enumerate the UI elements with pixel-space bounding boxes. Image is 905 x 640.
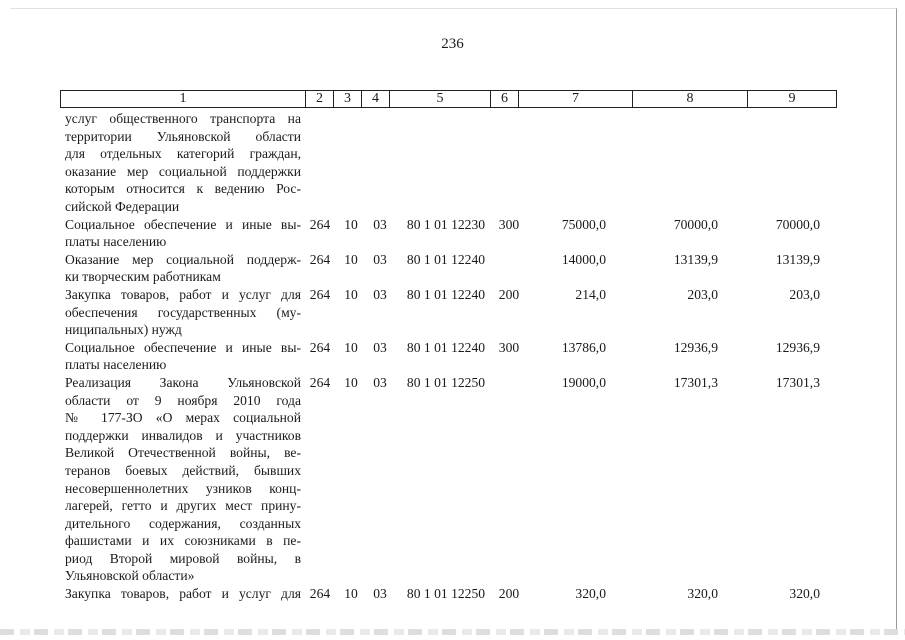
cell-grbs: 264 <box>309 339 331 355</box>
cell-expense-type: 200 <box>498 586 520 602</box>
cell-amount-col7: 13786,0 <box>561 339 606 355</box>
cell-expense-type: 200 <box>498 286 520 302</box>
cell-expense-type: 300 <box>498 339 520 355</box>
scan-artifact <box>0 629 905 635</box>
description-line: № 177-ЗО «О мерах социальной <box>65 410 301 426</box>
description-line: оказание мер социальной поддержки <box>65 163 301 179</box>
cell-expense-type: 300 <box>498 216 520 232</box>
row-description <box>65 374 301 585</box>
header-col-3: 3 <box>334 91 362 108</box>
description-line: несовершеннолетних узников конц- <box>65 480 301 496</box>
header-col-4: 4 <box>362 91 390 108</box>
cell-subsection: 03 <box>373 251 387 267</box>
cell-amount-col7: 14000,0 <box>561 251 606 267</box>
description-line: обеспечения государственных (му- <box>65 304 301 320</box>
cell-target-article: 80 1 01 12250 <box>406 586 486 602</box>
cell-amount-col9: 320,0 <box>789 586 820 602</box>
table-row <box>0 339 905 374</box>
description-line: платы населению <box>65 357 167 373</box>
description-line: фашистами и их союзниками в пе- <box>65 533 301 549</box>
header-col-2: 2 <box>306 91 334 108</box>
row-description <box>65 110 301 216</box>
cell-target-article: 80 1 01 12250 <box>406 374 486 390</box>
description-line: дительного содержания, созданных <box>65 515 301 531</box>
cell-amount-col9: 203,0 <box>789 286 820 302</box>
description-line: Социальное обеспечение и иные вы- <box>65 216 301 232</box>
budget-table-body <box>0 110 905 603</box>
cell-amount-col7: 19000,0 <box>561 374 606 390</box>
description-line: сийской Федерации <box>65 198 180 214</box>
row-description <box>65 286 301 339</box>
description-line: Оказание мер социальной поддерж- <box>65 251 301 267</box>
cell-target-article: 80 1 01 12230 <box>406 216 486 232</box>
cell-grbs: 264 <box>309 586 331 602</box>
cell-grbs: 264 <box>309 216 331 232</box>
cell-amount-col8: 70000,0 <box>673 216 718 232</box>
description-line: Социальное обеспечение и иные вы- <box>65 339 301 355</box>
description-line: которым относится к ведению Рос- <box>65 181 301 197</box>
header-col-5: 5 <box>390 91 491 108</box>
cell-target-article: 80 1 01 12240 <box>406 339 486 355</box>
header-col-6: 6 <box>491 91 519 108</box>
header-col-9: 9 <box>748 91 837 108</box>
cell-section: 10 <box>344 339 358 355</box>
header-col-8: 8 <box>633 91 748 108</box>
row-description <box>65 339 301 374</box>
cell-amount-col8: 12936,9 <box>673 339 718 355</box>
description-line: области от 9 ноября 2010 года <box>65 392 301 408</box>
cell-target-article: 80 1 01 12240 <box>406 251 486 267</box>
cell-amount-col9: 70000,0 <box>775 216 820 232</box>
cell-amount-col9: 13139,9 <box>775 251 820 267</box>
cell-subsection: 03 <box>373 216 387 232</box>
cell-section: 10 <box>344 286 358 302</box>
cell-subsection: 03 <box>373 339 387 355</box>
cell-amount-col7: 75000,0 <box>561 216 606 232</box>
cell-amount-col8: 320,0 <box>687 586 718 602</box>
cell-section: 10 <box>344 374 358 390</box>
cell-subsection: 03 <box>373 374 387 390</box>
description-line: Великой Отечественной войны, ве- <box>65 445 301 461</box>
cell-amount-col7: 320,0 <box>575 586 606 602</box>
cell-section: 10 <box>344 251 358 267</box>
cell-grbs: 264 <box>309 251 331 267</box>
table-row <box>0 251 905 286</box>
table-row <box>0 110 905 216</box>
table-row <box>0 374 905 585</box>
cell-grbs: 264 <box>309 374 331 390</box>
cell-amount-col9: 12936,9 <box>775 339 820 355</box>
page-number: 236 <box>441 36 464 52</box>
row-description <box>65 585 301 603</box>
description-line: Закупка товаров, работ и услуг для <box>65 286 301 302</box>
cell-subsection: 03 <box>373 586 387 602</box>
column-header-row <box>60 90 837 108</box>
description-line: Закупка товаров, работ и услуг для <box>65 586 301 602</box>
cell-section: 10 <box>344 586 358 602</box>
description-line: Ульяновской области» <box>65 568 195 584</box>
description-line: поддержки инвалидов и участников <box>65 427 301 443</box>
header-col-1: 1 <box>61 91 306 108</box>
cell-subsection: 03 <box>373 286 387 302</box>
description-line: для отдельных категорий граждан, <box>65 146 301 162</box>
cell-amount-col7: 214,0 <box>575 286 606 302</box>
description-line: платы населению <box>65 234 167 250</box>
description-line: услуг общественного транспорта на <box>65 111 301 126</box>
cell-grbs: 264 <box>309 286 331 302</box>
row-description <box>65 251 301 286</box>
row-description <box>65 216 301 251</box>
cell-target-article: 80 1 01 12240 <box>406 286 486 302</box>
cell-amount-col8: 13139,9 <box>673 251 718 267</box>
cell-amount-col9: 17301,3 <box>775 374 820 390</box>
description-line: ниципальных) нужд <box>65 322 182 338</box>
cell-section: 10 <box>344 216 358 232</box>
table-row <box>0 216 905 251</box>
description-line: теранов боевых действий, бывших <box>65 462 301 478</box>
header-col-7: 7 <box>519 91 633 108</box>
cell-amount-col8: 203,0 <box>687 286 718 302</box>
table-row <box>0 585 905 603</box>
description-line: ки творческим работникам <box>65 269 221 285</box>
description-line: риод Второй мировой войны, в <box>65 550 301 566</box>
table-row <box>0 286 905 339</box>
description-line: Реализация Закона Ульяновской <box>65 374 301 390</box>
cell-amount-col8: 17301,3 <box>673 374 718 390</box>
description-line: лагерей, гетто и других мест прину- <box>65 498 301 514</box>
description-line: территории Ульяновской области <box>65 128 301 144</box>
